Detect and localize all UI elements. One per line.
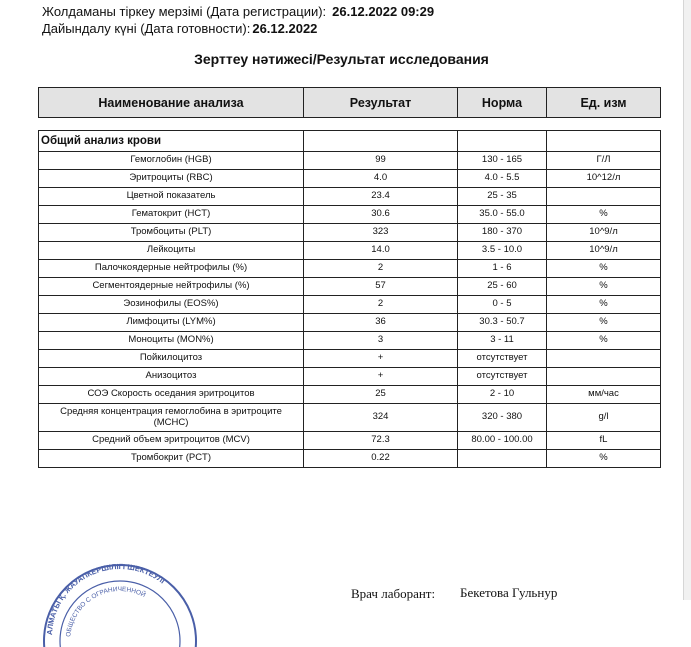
section-row [39, 131, 661, 152]
table-row [39, 450, 661, 468]
analysis-name-cell: Моноциты (MON%) [39, 332, 304, 350]
table-row [39, 368, 661, 386]
doctor-label: Врач лаборант: [351, 586, 436, 601]
page-edge [683, 0, 691, 600]
analysis-name-cell: Тромбокрит (PCT) [39, 450, 304, 468]
table-row [39, 314, 661, 332]
result-cell: + [304, 350, 458, 368]
norm-cell [458, 450, 547, 468]
analysis-name-cell: Палочкоядерные нейтрофилы (%) [39, 260, 304, 278]
norm-cell: 2 - 10 [458, 386, 547, 404]
analysis-name-cell: СОЭ Скорость оседания эритроцитов [39, 386, 304, 404]
table-row [39, 224, 661, 242]
norm-cell: 25 - 35 [458, 188, 547, 206]
column-header-unit: Ед. изм [547, 88, 661, 118]
unit-cell: % [547, 206, 661, 224]
ready-date-value: 26.12.2022 [252, 21, 318, 36]
norm-cell: 80.00 - 100.00 [458, 432, 547, 450]
unit-cell: Г/Л [547, 152, 661, 170]
result-cell: 3 [304, 332, 458, 350]
table-row [39, 386, 661, 404]
norm-cell: 130 - 165 [458, 152, 547, 170]
analysis-name-cell: Лейкоциты [39, 242, 304, 260]
document-title: Зерттеу нәтижесі/Результат исследования [194, 51, 489, 67]
unit-cell: % [547, 260, 661, 278]
analysis-name-cell: Гематокрит (HCT) [39, 206, 304, 224]
column-header-norm: Норма [458, 88, 547, 118]
ready-date-line [42, 21, 317, 36]
result-cell: 2 [304, 296, 458, 314]
norm-cell: отсутствует [458, 368, 547, 386]
norm-cell: 320 - 380 [458, 404, 547, 432]
table-row [39, 242, 661, 260]
analysis-name-cell: Гемоглобин (HGB) [39, 152, 304, 170]
norm-cell: 3 - 11 [458, 332, 547, 350]
table-row [39, 206, 661, 224]
result-cell: 4.0 [304, 170, 458, 188]
norm-cell: отсутствует [458, 350, 547, 368]
svg-text:АЛМАТЫ Қ. ЖАУАПКЕРШІЛІГІ ШЕКТЕ: АЛМАТЫ Қ. ЖАУАПКЕРШІЛІГІ ШЕКТЕУЛІ [44, 562, 167, 636]
result-cell: 72.3 [304, 432, 458, 450]
table-row [39, 296, 661, 314]
table-row [39, 404, 661, 432]
registration-date-line [42, 4, 434, 19]
norm-cell: 1 - 6 [458, 260, 547, 278]
doctor-name: Бекетова Гульнур [460, 585, 558, 600]
results-table [38, 130, 661, 468]
norm-cell: 35.0 - 55.0 [458, 206, 547, 224]
unit-cell: 10^12/л [547, 170, 661, 188]
norm-cell: 180 - 370 [458, 224, 547, 242]
table-row [39, 350, 661, 368]
analysis-name-cell: Эритроциты (RBC) [39, 170, 304, 188]
analysis-name-cell: Эозинофилы (EOS%) [39, 296, 304, 314]
result-cell: 0.22 [304, 450, 458, 468]
unit-cell: 10^9/л [547, 242, 661, 260]
norm-cell: 25 - 60 [458, 278, 547, 296]
registration-date-label: Жолдаманы тіркеу мерзімі (Дата регистрации): [42, 4, 327, 19]
unit-cell: % [547, 450, 661, 468]
table-cell [304, 131, 458, 152]
unit-cell: g/l [547, 404, 661, 432]
table-cell [547, 131, 661, 152]
table-row [39, 170, 661, 188]
clinic-stamp [40, 557, 200, 647]
unit-cell: 10^9/л [547, 224, 661, 242]
result-cell: 14.0 [304, 242, 458, 260]
norm-cell: 30.3 - 50.7 [458, 314, 547, 332]
svg-text:ОБЩЕСТВО С ОГРАНИЧЕННОЙ: ОБЩЕСТВО С ОГРАНИЧЕННОЙ [65, 585, 147, 638]
result-cell: 23.4 [304, 188, 458, 206]
unit-cell: мм/час [547, 386, 661, 404]
norm-cell: 4.0 - 5.5 [458, 170, 547, 188]
section-title: Общий анализ крови [39, 131, 304, 152]
analysis-name-cell: Средняя концентрация гемоглобина в эритроците (MCHC) [39, 404, 304, 432]
analysis-name-cell: Лимфоциты (LYM%) [39, 314, 304, 332]
unit-cell: % [547, 314, 661, 332]
registration-date-value: 26.12.2022 09:29 [332, 4, 435, 19]
analysis-name-cell: Тромбоциты (PLT) [39, 224, 304, 242]
unit-cell [547, 368, 661, 386]
result-cell: + [304, 368, 458, 386]
unit-cell [547, 188, 661, 206]
result-cell: 57 [304, 278, 458, 296]
result-cell: 25 [304, 386, 458, 404]
table-row [39, 152, 661, 170]
result-cell: 99 [304, 152, 458, 170]
analysis-name-cell: Анизоцитоз [39, 368, 304, 386]
norm-cell: 3.5 - 10.0 [458, 242, 547, 260]
result-cell: 2 [304, 260, 458, 278]
unit-cell [547, 350, 661, 368]
table-row [39, 278, 661, 296]
analysis-name-cell: Цветной показатель [39, 188, 304, 206]
result-cell: 323 [304, 224, 458, 242]
unit-cell: % [547, 332, 661, 350]
result-cell: 324 [304, 404, 458, 432]
unit-cell: % [547, 278, 661, 296]
ready-date-label: Дайындалу күні (Дата готовности): [42, 21, 251, 36]
analysis-name-cell: Сегментоядерные нейтрофилы (%) [39, 278, 304, 296]
table-row [39, 260, 661, 278]
unit-cell: fL [547, 432, 661, 450]
table-cell [458, 131, 547, 152]
analysis-name-cell: Средний объем эритроцитов (MCV) [39, 432, 304, 450]
table-row [39, 188, 661, 206]
table-row [39, 332, 661, 350]
result-cell: 36 [304, 314, 458, 332]
table-row [39, 432, 661, 450]
column-header-analysis: Наименование анализа [39, 88, 304, 118]
unit-cell: % [547, 296, 661, 314]
results-table-header [38, 87, 661, 118]
result-cell: 30.6 [304, 206, 458, 224]
column-header-result: Результат [304, 88, 458, 118]
norm-cell: 0 - 5 [458, 296, 547, 314]
analysis-name-cell: Пойкилоцитоз [39, 350, 304, 368]
